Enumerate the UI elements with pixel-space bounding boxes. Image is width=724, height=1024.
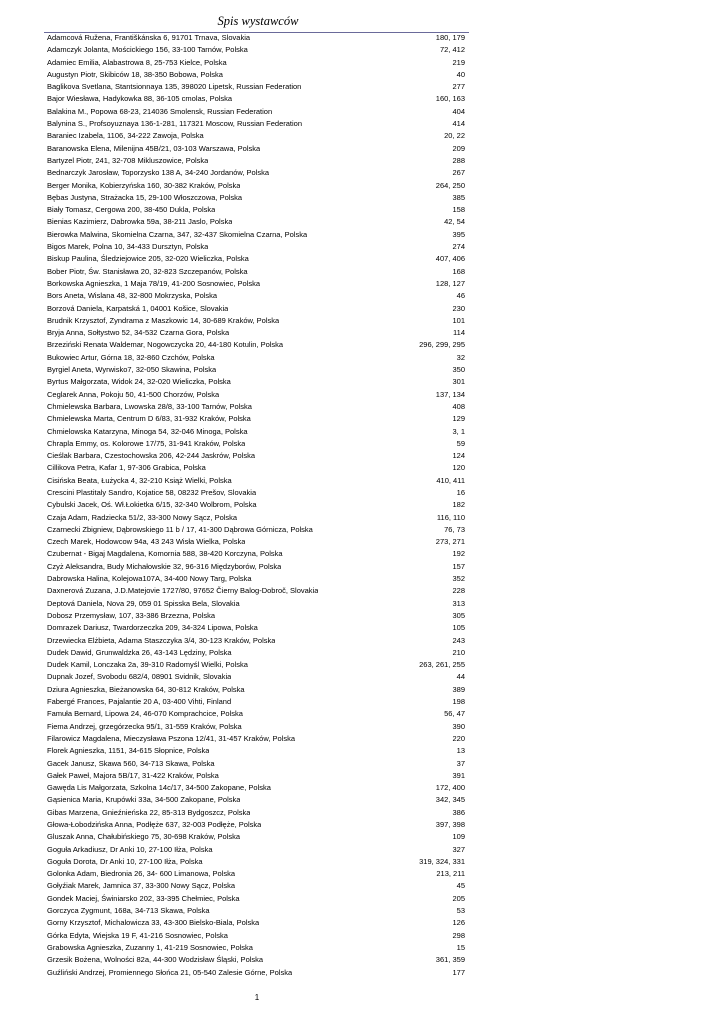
page-references: 267: [452, 168, 465, 178]
list-item: [47, 389, 467, 401]
page-references: 59: [456, 438, 465, 448]
exhibitor-entry: Głowa-Łobodzińska Anna, Podłęże 637, 32-003 Podłęże, Polska: [47, 820, 262, 829]
exhibitor-list: [47, 32, 467, 979]
page-references: 385: [452, 192, 465, 202]
list-item: [47, 819, 467, 831]
page-references: 109: [452, 832, 465, 842]
list-item: [47, 376, 467, 388]
exhibitor-entry: Gołyźiak Marek, Jamnica 37, 33-300 Nowy Sącz, Polska: [47, 881, 235, 891]
exhibitor-entry: Byrtus Małgorzata, Widok 24, 32-020 Wieliczka, Polska: [47, 377, 231, 387]
list-item: [47, 32, 467, 44]
list-item: [47, 180, 467, 192]
list-item: [47, 745, 467, 757]
exhibitor-entry: Cillikova Petra, Kafar 1, 97-306 Grabica, Polska: [47, 463, 206, 473]
page-references: 20, 22: [444, 131, 465, 141]
exhibitor-entry: Czech Marek, Hodowcow 94a, 43 243 Wisła Wielka, Polska: [47, 537, 246, 547]
exhibitor-entry: Berger Monika, Kobierzyńska 160, 30-382 Kraków, Polska: [47, 180, 241, 190]
page-references: 209: [452, 143, 465, 153]
page-references: 76, 73: [444, 524, 465, 534]
exhibitor-entry: Adamiec Emilia, Alabastrowa 8, 25-753 Kielce, Polska: [47, 57, 227, 67]
list-item: [47, 266, 467, 278]
exhibitor-entry: Gorczyca Zygmunt, 168a, 34-713 Skawa, Polska: [47, 906, 210, 916]
list-item: [47, 290, 467, 302]
list-item: [47, 106, 467, 118]
page-references: 210: [452, 647, 465, 657]
page-references: 114: [453, 328, 465, 338]
exhibitor-entry: Chrapla Emmy, os. Kolorowe 17/75, 31-941 Kraków, Polska: [47, 438, 246, 448]
exhibitor-entry: Dupnak Jozef, Svobodu 682/4, 08901 Svidnik, Slovakia: [47, 672, 232, 682]
list-item: [47, 868, 467, 880]
page-references: 361, 359: [435, 955, 465, 965]
exhibitor-entry: Chmielewska Barbara, Lwowska 28/8, 33-100 Tarnów, Polska: [47, 401, 252, 411]
page-references: 264, 250: [435, 180, 465, 190]
list-item: [47, 118, 467, 130]
exhibitor-entry: Dudek Kamil, Lonczaka 2a, 39-310 Radomyśl Wielki, Polska: [47, 660, 248, 670]
page-references: 274: [452, 242, 465, 252]
page-references: 158: [452, 205, 465, 215]
list-item: [47, 216, 467, 228]
page-references: 177: [452, 967, 465, 977]
page-references: 44: [456, 672, 465, 682]
page-references: 72, 412: [439, 45, 465, 55]
exhibitor-entry: Bigos Marek, Polna 10, 34-433 Dursztyn, Polska: [47, 242, 209, 252]
list-item: [47, 155, 467, 167]
list-item: [47, 647, 467, 659]
exhibitor-entry: Czyż Aleksandra, Budy Michałowskie 32, 96-316 Międzyborów, Polska: [47, 561, 282, 571]
page-references: 37: [456, 758, 465, 768]
list-item: [47, 917, 467, 929]
list-item: [47, 130, 467, 142]
list-item: [47, 413, 467, 425]
page-references: 56, 47: [444, 709, 465, 719]
exhibitor-entry: Bębas Justyna, Strażacka 15, 29-100 Włoszczowa, Polska: [47, 192, 243, 202]
exhibitor-entry: Crescini Plastitaly Sandro, Kojatice 58, 08232 Prešov, Slovakia: [47, 487, 257, 497]
list-item: [47, 475, 467, 487]
page-references: 277: [452, 82, 465, 92]
page-references: 129: [452, 414, 465, 424]
exhibitor-entry: Adamcová Ružena, Františkánska 6, 91701 Trnava, Slovakia: [47, 33, 251, 42]
exhibitor-entry: Golonka Adam, Biedronia 26, 34- 600 Limanowa, Polska: [47, 869, 236, 879]
page-references: 42, 54: [444, 217, 465, 227]
page-references: 172, 400: [435, 783, 465, 793]
page-references: 160, 163: [435, 94, 465, 104]
exhibitor-entry: Dobosz Przemysław, 107, 33-386 Brzezna, Polska: [47, 610, 215, 620]
page-references: 397, 398: [435, 820, 465, 829]
list-item: [47, 794, 467, 806]
list-item: [47, 512, 467, 524]
list-item: [47, 57, 467, 69]
list-item: [47, 610, 467, 622]
list-item: [47, 81, 467, 93]
page-references: 301: [452, 377, 465, 387]
exhibitor-entry: Dziura Agnieszka, Bieżanowska 64, 30-812 Kraków, Polska: [47, 684, 245, 694]
exhibitor-entry: Cybulski Jacek, Oś. Wł.Łokietka 6/15, 32-340 Wolbrom, Polska: [47, 500, 257, 510]
exhibitor-entry: Baranowska Elena, Milenijna 45B/21, 03-103 Warszawa, Polska: [47, 143, 261, 153]
list-item: [47, 352, 467, 364]
exhibitor-entry: Biskup Paulina, Śledziejowice 205, 32-020 Wieliczka, Polska: [47, 254, 249, 264]
page-references: 407, 406: [435, 254, 465, 264]
page-references: 408: [452, 401, 465, 411]
list-item: [47, 278, 467, 290]
list-item: [47, 143, 467, 155]
exhibitor-entry: Florek Agnieszka, 1151, 34-615 Słopnice, Polska: [47, 746, 210, 756]
exhibitor-entry: Augustyn Piotr, Skibiców 18, 38-350 Bobowa, Polska: [47, 69, 223, 79]
page-references: 313: [452, 598, 465, 608]
page-references: 168: [452, 266, 465, 276]
page-references: 327: [452, 844, 465, 854]
page-references: 350: [452, 365, 465, 375]
exhibitor-entry: Bryja Anna, Sołtystwo 52, 34-532 Czarna Gora, Polska: [47, 328, 230, 338]
exhibitor-entry: Borkowska Agnieszka, 1 Maja 78/19, 41-200 Sosnowiec, Polska: [47, 278, 261, 288]
page-references: 319, 324, 331: [419, 856, 465, 866]
page-references: 386: [452, 807, 465, 817]
exhibitor-entry: Bajor Wiesława, Hadykowka 88, 36-105 cmolas, Polska: [47, 94, 233, 104]
list-item: [47, 942, 467, 954]
page-references: 342, 345: [435, 795, 465, 805]
list-item: [47, 585, 467, 597]
exhibitor-entry: Goguła Arkadiusz, Dr Anki 10, 27-100 Iłża, Polska: [47, 844, 213, 854]
exhibitor-entry: Ceglarek Anna, Pokoju 50, 41-500 Chorzów, Polska: [47, 389, 220, 399]
list-item: [47, 524, 467, 536]
list-item: [47, 561, 467, 573]
exhibitor-entry: Brudnik Krzysztof, Zyndrama z Maszkowic 14, 30-689 Kraków, Polska: [47, 315, 280, 325]
page-references: 395: [452, 229, 465, 239]
exhibitor-entry: Bukowiec Artur, Górna 18, 32-860 Czchów, Polska: [47, 352, 215, 362]
page-references: 288: [452, 155, 465, 165]
page-references: 116, 110: [436, 512, 465, 522]
page-references: 45: [456, 881, 465, 891]
exhibitor-entry: Grabowska Agnieszka, Zuzanny 1, 41-219 Sosnowiec, Polska: [47, 942, 253, 952]
exhibitor-entry: Bors Aneta, Wislana 48, 32-800 Mokrzyska, Polska: [47, 291, 218, 301]
list-item: [47, 696, 467, 708]
list-item: [47, 733, 467, 745]
list-item: [47, 659, 467, 671]
list-item: [47, 93, 467, 105]
list-item: [47, 708, 467, 720]
list-item: [47, 635, 467, 647]
exhibitor-entry: Bierowka Malwina, Skomielna Czarna, 347, 32-437 Skomielna Czarna, Polska: [47, 229, 308, 239]
list-item: [47, 770, 467, 782]
exhibitor-entry: Górka Edyta, Wiejska 19 F, 41-216 Sosnowiec, Polska: [47, 930, 228, 940]
page-references: 296, 299, 295: [419, 340, 465, 350]
page-references: 414: [452, 119, 465, 129]
page-references: 263, 261, 255: [419, 660, 465, 670]
page-references: 273, 271: [435, 537, 465, 547]
page-references: 205: [452, 893, 465, 903]
exhibitor-entry: Brzeziński Renata Waldemar, Nogowczycka 20, 44-180 Kotulin, Polska: [47, 340, 284, 350]
exhibitor-entry: Gąsienica Maria, Krupówki 33a, 34-500 Zakopane, Polska: [47, 795, 241, 805]
list-item: [47, 192, 467, 204]
exhibitor-entry: Grzesik Bożena, Wolności 82a, 44-300 Wodzisław Śląski, Polska: [47, 955, 264, 965]
exhibitor-entry: Biały Tomasz, Cergowa 200, 38-450 Dukla, Polska: [47, 205, 216, 215]
list-item: [47, 438, 467, 450]
list-item: [47, 315, 467, 327]
list-item: [47, 426, 467, 438]
exhibitor-entry: Cieślak Barbara, Czestochowska 206, 42-244 Jaskrów, Polska: [47, 451, 256, 461]
exhibitor-entry: Famuła Bernard, Lipowa 24, 46-070 Komprachcice, Polska: [47, 709, 243, 719]
page-references: 53: [456, 906, 465, 916]
list-item: [47, 401, 467, 413]
page-references: 46: [456, 291, 465, 301]
list-item: [47, 487, 467, 499]
page-references: 404: [452, 106, 465, 116]
list-item: [47, 204, 467, 216]
page-title: Spis wystawców: [217, 14, 299, 28]
page-references: 192: [452, 549, 465, 559]
exhibitor-entry: Drzewiecka Elżbieta, Adama Staszczyka 3/4, 30-123 Kraków, Polska: [47, 635, 276, 645]
page-references: 213, 211: [436, 869, 465, 879]
exhibitor-entry: Chmielewska Marta, Centrum D 6/83, 31-932 Kraków, Polska: [47, 414, 251, 424]
exhibitor-entry: Dudek Dawid, Grunwaldzka 26, 43-143 Lędziny, Polska: [47, 647, 232, 657]
exhibitor-entry: Goguła Dorota, Dr Anki 10, 27-100 Iłża, Polska: [47, 856, 203, 866]
page-references: 219: [452, 57, 465, 67]
list-item: [47, 807, 467, 819]
page-references: 157: [452, 561, 465, 571]
exhibitor-entry: Cisińska Beata, Łużycka 4, 32-210 Książ Wielki, Polska: [47, 475, 232, 485]
page-references: 390: [452, 721, 465, 731]
exhibitor-entry: Daxnerová Zuzana, J.D.Matejovie 1727/80, 97652 Čierny Balog-Dobroč, Slovakia: [47, 586, 319, 596]
list-item: [47, 598, 467, 610]
page-references: 228: [452, 586, 465, 596]
page-references: 126: [452, 918, 465, 928]
list-item: [47, 684, 467, 696]
exhibitor-entry: Adamczyk Jolanta, Mościckiego 156, 33-100 Tarnów, Polska: [47, 45, 248, 55]
exhibitor-entry: Fiema Andrzej, grzegórzecka 95/1, 31-559 Kraków, Polska: [47, 721, 242, 731]
page-references: 13: [456, 746, 465, 756]
page-references: 32: [456, 352, 465, 362]
exhibitor-entry: Czarnecki Zbigniew, Dąbrowskiego 11 b / 17, 41-300 Dąbrowa Górnicza, Polska: [47, 524, 313, 534]
page-references: 182: [452, 500, 465, 510]
page-references: 128, 127: [435, 278, 465, 288]
exhibitor-entry: Gluszak Anna, Chałubińskiego 75, 30-698 Kraków, Polska: [47, 832, 241, 842]
list-item: [47, 622, 467, 634]
list-item: [47, 241, 467, 253]
page-number: 1: [254, 993, 260, 1002]
list-item: [47, 303, 467, 315]
page-references: 101: [452, 315, 465, 325]
page-references: 120: [452, 463, 465, 473]
page-references: 15: [456, 942, 465, 952]
list-item: [47, 499, 467, 511]
exhibitor-entry: Czubernat - Bigaj Magdalena, Komornia 588, 38-420 Korczyna, Polska: [47, 549, 283, 559]
page-references: 16: [456, 487, 465, 497]
exhibitor-entry: Byrgiel Aneta, Wyrwisko7, 32-050 Skawina, Polska: [47, 365, 217, 375]
list-item: [47, 69, 467, 81]
page-references: 389: [452, 684, 465, 694]
list-item: [47, 954, 467, 966]
list-item: [47, 167, 467, 179]
exhibitor-entry: Domrazek Dariusz, Twardorzeczka 209, 34-324 Lipowa, Polska: [47, 623, 258, 633]
list-item: [47, 364, 467, 376]
page-references: 220: [452, 733, 465, 743]
list-item: [47, 831, 467, 843]
exhibitor-entry: Czaja Adam, Radziecka 51/2, 33-300 Nowy Sącz, Polska: [47, 512, 238, 522]
list-item: [47, 893, 467, 905]
exhibitor-entry: Fabergé Frances, Pajalantie 20 A, 03-400 Vihti, Finland: [47, 697, 232, 707]
exhibitor-entry: Filarowicz Magdalena, Mieczysława Pszona 12/41, 31-457 Kraków, Polska: [47, 733, 296, 743]
exhibitor-entry: Deptová Daniela, Nova 29, 059 01 Spisska Bela, Slovakia: [47, 598, 240, 608]
page-references: 410, 411: [436, 475, 465, 485]
list-item: [47, 905, 467, 917]
page-references: 305: [452, 610, 465, 620]
page-references: 198: [452, 697, 465, 707]
list-item: [47, 844, 467, 856]
exhibitor-entry: Bienias Kazimierz, Dabrowka 59a, 38-211 Jaslo, Polska: [47, 217, 233, 227]
exhibitor-entry: Gondek Maciej, Świniarsko 202, 33-395 Chełmiec, Polska: [47, 893, 240, 903]
page-references: 180, 179: [435, 33, 465, 42]
list-item: [47, 462, 467, 474]
page-references: 137, 134: [435, 389, 465, 399]
exhibitor-entry: Balakina M., Popowa 68-23, 214036 Smolensk, Russian Federation: [47, 106, 273, 116]
page-references: 124: [452, 451, 465, 461]
list-item: [47, 44, 467, 56]
list-item: [47, 671, 467, 683]
exhibitor-entry: Balynina S., Profsoyuznaya 136-1-281, 117321 Moscow, Russian Federation: [47, 119, 303, 129]
exhibitor-entry: Dabrowska Halina, Kolejowa107A, 34-400 Nowy Targ, Polska: [47, 574, 252, 584]
page-references: 105: [452, 623, 465, 633]
list-item: [47, 782, 467, 794]
page-references: 391: [452, 770, 465, 780]
list-item: [47, 573, 467, 585]
list-item: [47, 450, 467, 462]
exhibitor-entry: Borzová Daniela, Karpatská 1, 04001 Košice, Slovakia: [47, 303, 229, 313]
exhibitor-entry: Gibas Marzena, Gnieźnieńska 22, 85-313 Bydgoszcz, Polska: [47, 807, 251, 817]
list-item: [47, 253, 467, 265]
exhibitor-entry: Bartyzel Piotr, 241, 32-708 Mikluszowice, Polska: [47, 155, 209, 165]
exhibitor-entry: Baraniec Izabela, 1106, 34-222 Zawoja, Polska: [47, 131, 204, 141]
list-item: [47, 536, 467, 548]
list-item: [47, 856, 467, 868]
exhibitor-entry: Bednarczyk Jarosław, Toporzysko 138 A, 34-240 Jordanów, Polska: [47, 168, 270, 178]
exhibitor-entry: Gacek Janusz, Skawa 560, 34-713 Skawa, Polska: [47, 758, 215, 768]
list-item: [47, 548, 467, 560]
exhibitor-entry: Gałek Paweł, Majora 5B/17, 31-422 Kraków, Polska: [47, 770, 219, 780]
page-references: 3, 1: [452, 426, 465, 436]
page-references: 40: [456, 69, 465, 79]
exhibitor-entry: Bober Piotr, Św. Stanisława 20, 32-823 Szczepanów, Polska: [47, 266, 248, 276]
list-item: [47, 880, 467, 892]
list-item: [47, 327, 467, 339]
page-references: 352: [452, 574, 465, 584]
list-item: [47, 967, 467, 979]
list-item: [47, 721, 467, 733]
list-item: [47, 930, 467, 942]
exhibitor-entry: Baglikova Svetlana, Stantsionnaya 135, 398020 Lipetsk, Russian Federation: [47, 82, 302, 92]
page-references: 230: [452, 303, 465, 313]
exhibitor-entry: Gorny Krzysztof, Michalowicza 33, 43-300 Bielsko-Biala, Polska: [47, 918, 260, 928]
list-item: [47, 758, 467, 770]
page-references: 298: [452, 930, 465, 940]
page-references: 243: [452, 635, 465, 645]
exhibitor-entry: Gawęda Lis Małgorzata, Szkolna 14c/17, 34-500 Zakopane, Polska: [47, 783, 271, 793]
list-item: [47, 229, 467, 241]
list-item: [47, 339, 467, 351]
exhibitor-entry: Chmielowska Katarzyna, Minoga 54, 32-046 Minoga, Polska: [47, 426, 248, 436]
exhibitor-entry: Guźliński Andrzej, Promiennego Słońca 21, 05-540 Zalesie Górne, Polska: [47, 967, 293, 977]
